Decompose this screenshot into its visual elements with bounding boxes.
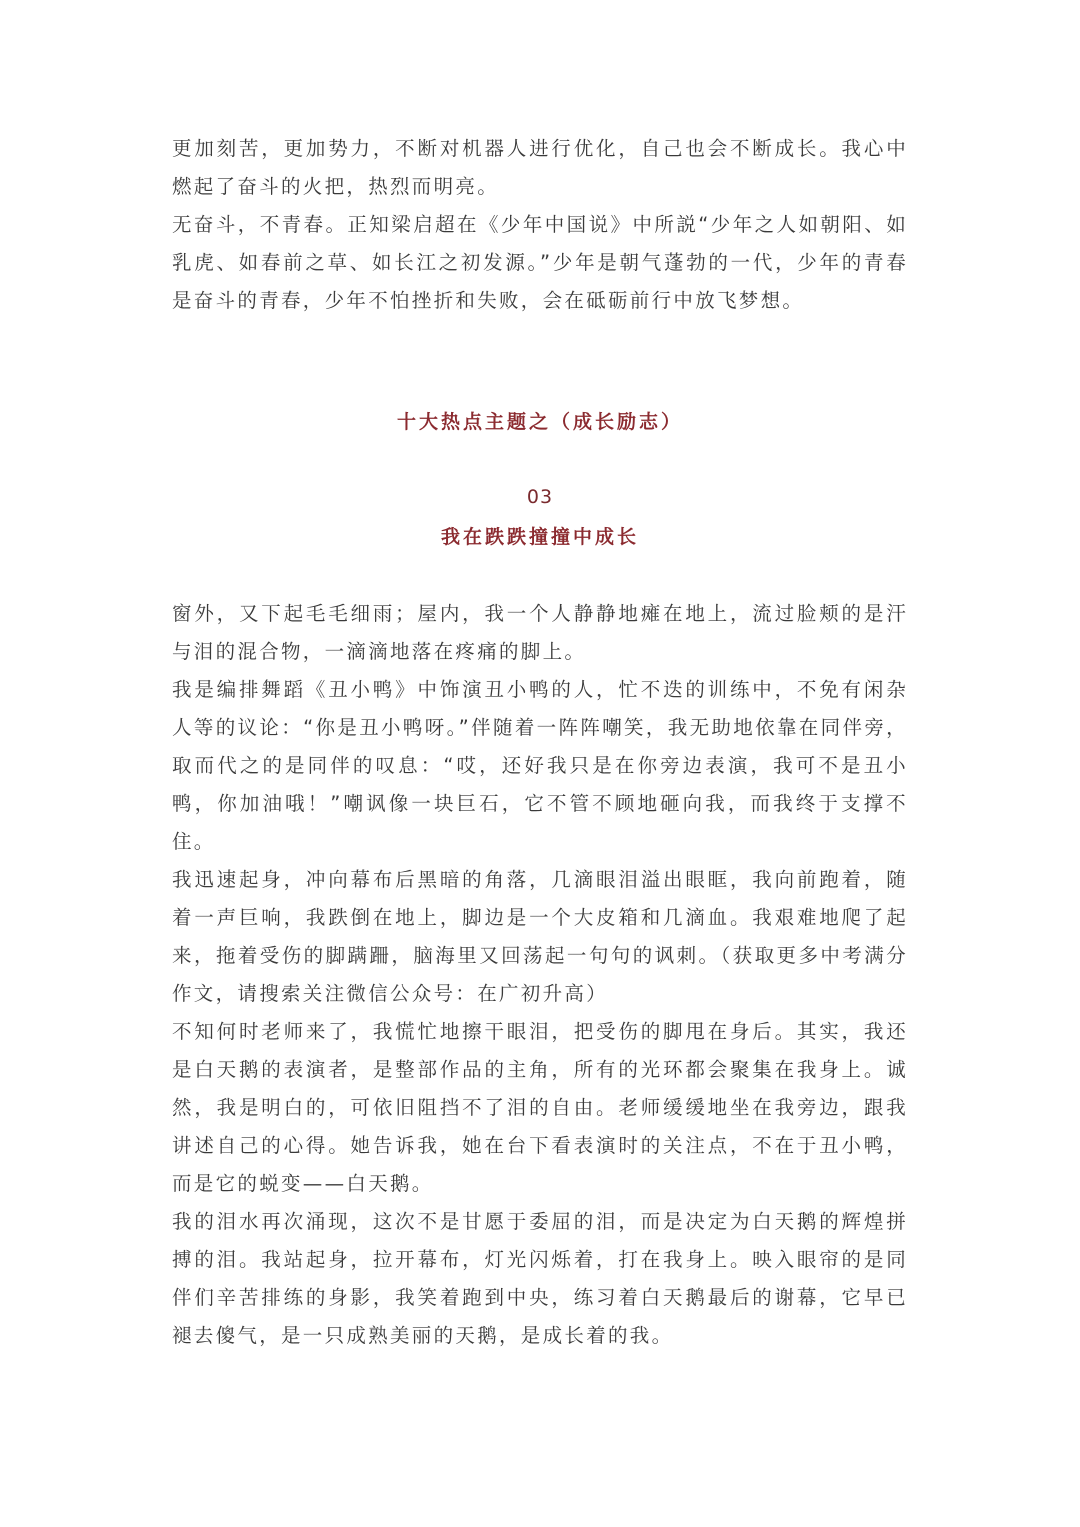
intro-text-block xyxy=(172,130,908,320)
article-paragraph: 我迅速起身，冲向幕布后黑暗的角落，几滴眼泪溢出眼眶，我向前跑着，随着一声巨响，我跌倒在地上，脚边是一个大皮箱和几滴血。我艰难地爬了起来，拖着受伤的脚蹒跚，脑海里又回荡起一句句的讽刺。（获取更多中考满分作文，请搜索关注微信公众号：在广初升高） xyxy=(172,868,908,1005)
article-number: 03 xyxy=(526,486,554,508)
article-paragraph: 我的泪水再次涌现，这次不是甘愿于委屈的泪，而是决定为白天鹅的辉煌拼搏的泪。我站起身，拉开幕布，灯光闪烁着，打在我身上。映入眼帘的是同伴们辛苦排练的身影，我笑着跑到中央，练习着白天鹅最后的谢幕，它早已褪去傻气，是一只成熟美丽的天鹅，是成长着的我。 xyxy=(172,1210,908,1347)
intro-paragraph: 无奋斗，不青春。正知梁启超在《少年中国说》中所説“少年之人如朝阳、如乳虎、如春前之草、如长江之初发源。”少年是朝气蓬勃的一代，少年的青春是奋斗的青春，少年不怕挫折和失败，会在砥砺前行中放飞梦想。 xyxy=(172,213,908,312)
article-paragraph: 我是编排舞蹈《丑小鸭》中饰演丑小鸭的人，忙不迭的训练中，不免有闲杂人等的议论：“你是丑小鸭呀。”伴随着一阵阵嘲笑，我无助地依靠在同伴旁，取而代之的是同伴的叹息：“哎，还好我只是在你旁边表演，我可不是丑小鸭，你加油哦！”嘲讽像一块巨石，它不管不顾地砸向我，而我终于支撑不住。 xyxy=(172,678,908,853)
article-paragraph: 窗外，又下起毛毛细雨；屋内，我一个人静静地瘫在地上，流过脸颊的是汗与泪的混合物，一滴滴地落在疼痛的脚上。 xyxy=(172,602,908,663)
article-title: 我在跌跌撞撞中成长 xyxy=(440,526,639,548)
article-paragraph: 不知何时老师来了，我慌忙地擦干眼泪，把受伤的脚甩在身后。其实，我还是白天鹅的表演者，是整部作品的主角，所有的光环都会聚集在我身上。诚然，我是明白的，可依旧阻挡不了泪的自由。老师缓缓地坐在我旁边，跟我讲述自己的心得。她告诉我，她在台下看表演时的关注点，不在于丑小鸭，而是它的蜕变——白天鹅。 xyxy=(172,1020,908,1195)
section-title: 十大热点主题之（成长励志） xyxy=(396,411,683,433)
intro-paragraph: 更加刻苦，更加势力，不断对机器人进行优化，自己也会不断成长。我心中燃起了奋斗的火把，热烈而明亮。 xyxy=(172,137,908,198)
article-body xyxy=(172,595,908,1355)
